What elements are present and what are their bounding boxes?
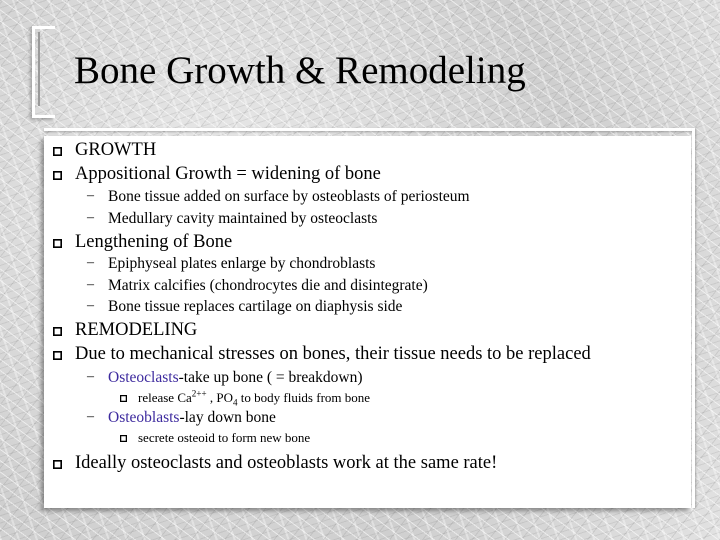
detail-osteoblasts: secrete osteoid to form new bone [138,430,311,445]
appositional-definition: = widening of bone [231,164,381,184]
osteoblasts-definition: -lay down bone [179,409,276,426]
detail-text: to body fluids from bone [237,390,371,405]
title-bracket-shadow [38,32,54,106]
bullet-remodeling: REMODELING [75,320,198,340]
sub-bullet-len-2: Matrix calcifies (chondrocytes die and disintegrate) [108,277,428,294]
osteoclasts-definition: -take up bone ( = breakdown) [178,369,363,386]
dash-bullet-icon: – [87,409,94,424]
sub-bullet-app-2: Medullary cavity maintained by osteoclasts [108,210,378,227]
detail-text: release Ca [138,390,192,405]
term-osteoblasts: Osteoblasts [108,409,180,426]
dash-bullet-icon: – [87,298,94,313]
bullet-growth: GROWTH [75,140,157,160]
term-osteoclasts: Osteoclasts [108,369,179,386]
dash-bullet-icon: – [87,369,94,384]
detail-osteoclasts [138,390,370,406]
superscript-charge: 2++ [191,388,207,399]
panel-right-edge [692,128,695,508]
detail-text: , PO [206,390,233,405]
dash-bullet-icon: – [87,255,94,270]
bullet-mechanical: Due to mechanical stresses on bones, their tissue needs to be replaced [75,344,591,364]
slide-title: Bone Growth & Remodeling [74,49,526,92]
bullet-lengthening: Lengthening of Bone [75,232,233,252]
panel-top-edge [44,128,692,131]
sub-bullet-osteoclasts [108,369,363,387]
dash-bullet-icon: – [87,210,94,225]
sub-bullet-len-3: Bone tissue replaces cartilage on diaphysis side [108,298,403,315]
dash-bullet-icon: – [87,188,94,203]
bullet-appositional [75,164,381,185]
sub-bullet-app-1: Bone tissue added on surface by osteoblasts of periosteum [108,188,470,205]
term-appositional: Appositional Growth [75,164,232,184]
sub-bullet-osteoblasts [108,409,276,427]
dash-bullet-icon: – [87,277,94,292]
subscript-count: 4 [232,397,238,408]
bullet-ideally: Ideally osteoclasts and osteoblasts work at the same rate! [75,453,498,473]
sub-bullet-len-1: Epiphyseal plates enlarge by chondroblasts [108,255,376,272]
